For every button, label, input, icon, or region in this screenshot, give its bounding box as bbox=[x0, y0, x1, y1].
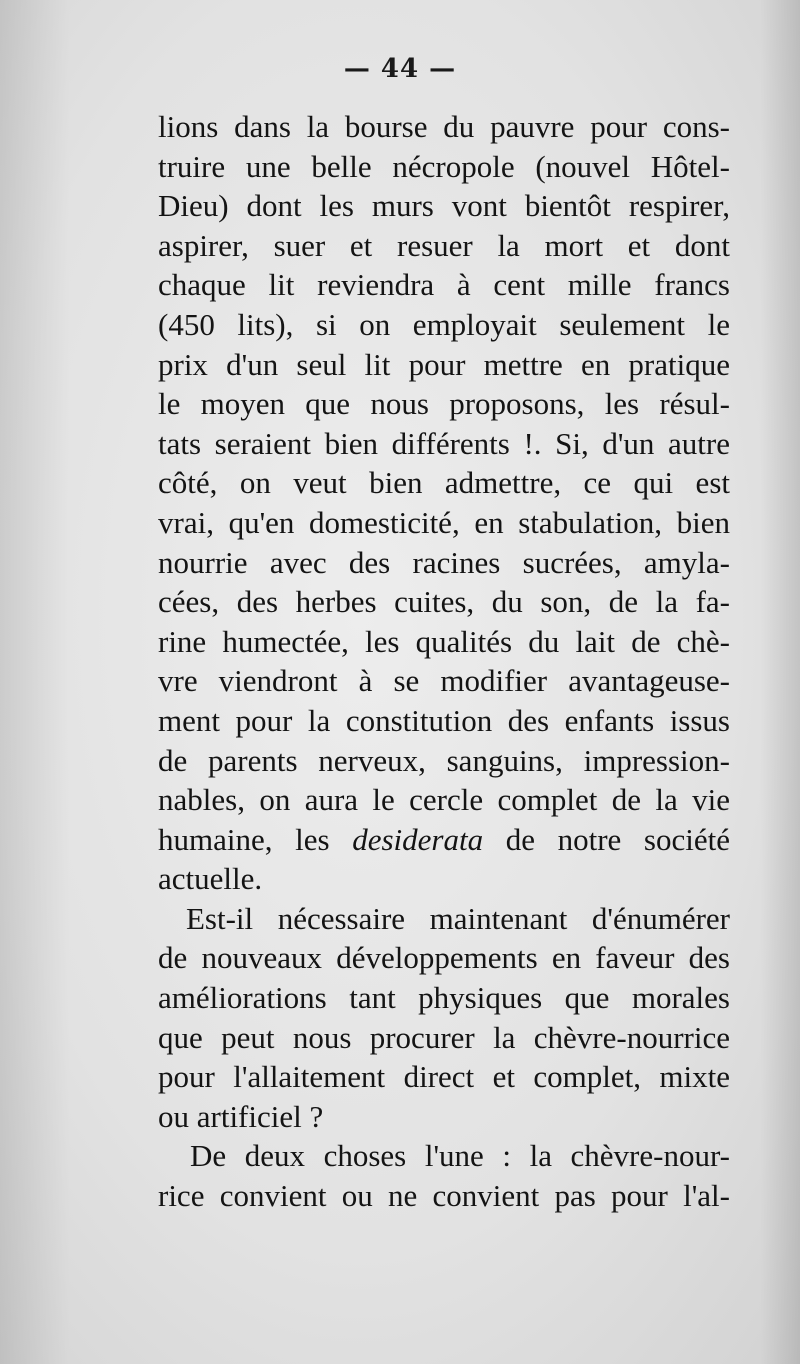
text-line: Dieu) dont les murs vont bientôt respirer, bbox=[158, 188, 730, 224]
text-line: de parents nerveux, sanguins, impression- bbox=[158, 742, 730, 778]
text-line: cées, des herbes cuites, du son, de la fa- bbox=[158, 584, 730, 620]
text-line: rine humectée, les qualités du lait de chè- bbox=[158, 623, 730, 659]
text-line: prix d'un seul lit pour mettre en pratique bbox=[158, 346, 730, 382]
text-line: rice convient ou ne convient pas pour l'al- bbox=[158, 1178, 730, 1214]
text-line: ment pour la constitution des enfants issus bbox=[158, 702, 730, 738]
text-line: (450 lits), si on employait seulement le bbox=[158, 306, 730, 342]
page-shadow-left bbox=[0, 0, 70, 1364]
text-line: vre viendront à se modifier avantageuse- bbox=[158, 663, 730, 699]
text-line: tats seraient bien différents !. Si, d'un autre bbox=[158, 425, 730, 461]
text-line: lions dans la bourse du pauvre pour cons- bbox=[158, 109, 730, 144]
text-line-with-italic bbox=[158, 820, 730, 860]
body-text bbox=[158, 107, 730, 1216]
text-line: truire une belle nécropole (nouvel Hôtel- bbox=[158, 148, 730, 184]
text-line: nourrie avec des racines sucrées, amyla- bbox=[158, 544, 730, 580]
text-line: le moyen que nous proposons, les résul- bbox=[158, 386, 730, 422]
text-line: nables, on aura le cercle complet de la vie bbox=[158, 782, 730, 818]
text-segment: humaine, les bbox=[158, 821, 353, 857]
text-line: côté, on veut bien admettre, ce qui est bbox=[158, 465, 730, 501]
text-line: pour l'allaitement direct et complet, mixte bbox=[158, 1059, 730, 1095]
paragraph-3-first-line: De deux choses l'une : la chèvre-nour- bbox=[190, 1138, 730, 1174]
text-line: aspirer, suer et resuer la mort et dont bbox=[158, 227, 730, 263]
page-number: — 44 — bbox=[343, 54, 457, 84]
text-line: de nouveaux développements en faveur des bbox=[158, 940, 730, 976]
text-line: améliorations tant physiques que morales bbox=[158, 980, 730, 1016]
text-line: vrai, qu'en domesticité, en stabulation, bien bbox=[158, 504, 730, 540]
text-line: que peut nous procurer la chèvre-nourrice bbox=[158, 1019, 730, 1055]
text-segment: de notre société bbox=[483, 821, 730, 857]
text-line: chaque lit reviendra à cent mille francs bbox=[158, 267, 730, 303]
italic-term-desiderata: desiderata bbox=[352, 821, 484, 857]
paragraph-end-line: actuelle. bbox=[158, 861, 263, 897]
paragraph-2-first-line: Est-il nécessaire maintenant d'énumérer bbox=[186, 900, 730, 936]
paragraph-end-line: ou artificiel ? bbox=[158, 1098, 324, 1134]
page-shadow-right bbox=[760, 0, 800, 1364]
